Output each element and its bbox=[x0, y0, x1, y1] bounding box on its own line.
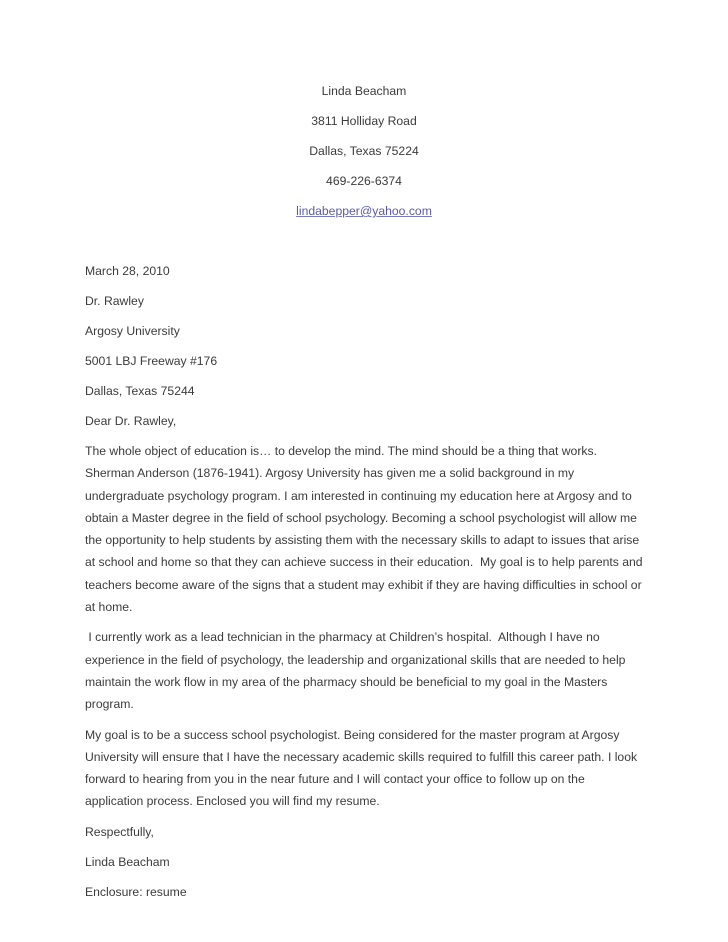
body-paragraph: The whole object of education is… to develop the mind. The mind should be a thing that works. Sherman Anderson (1876-1941). Argosy University has given me a solid background in my undergraduate psychology program. I am interested in continuing my education here at Argosy and to obtain a Master degree in the field of school psychology. Becoming a school psychologist will allow me the opportunity to help students by assisting them with the necessary skills to adapt to issues that arise at school and home so that they can achieve success in their education. My goal is to help parents and teachers become aware of the signs that a student may exhibit if they are having difficulties in school or at home. bbox=[85, 444, 646, 615]
body-paragraph: My goal is to be a success school psychologist. Being considered for the master program at Argosy University will ensure that I have the necessary academic skills required to fulfill this career path. I look forward to hearing from you in the near future and I will contact your office to follow up on the application process. Enclosed you will find my resume. bbox=[85, 727, 641, 809]
sender-street: 3811 Holliday Road bbox=[311, 114, 417, 128]
inside-address-block bbox=[85, 260, 643, 432]
letter-date: March 28, 2010 bbox=[85, 264, 170, 278]
email-link[interactable]: lindabepper@yahoo.com bbox=[296, 204, 432, 218]
sender-name: Linda Beacham bbox=[321, 84, 407, 98]
letter-closing bbox=[85, 821, 643, 904]
recipient-city-state-zip: Dallas, Texas 75244 bbox=[85, 384, 195, 398]
recipient-organization: Argosy University bbox=[85, 324, 180, 338]
recipient-name: Dr. Rawley bbox=[85, 294, 144, 308]
recipient-street: 5001 LBJ Freeway #176 bbox=[85, 354, 218, 368]
body-paragraph: I currently work as a lead technician in the pharmacy at Children’s hospital. Although I have no experience in the field of psychology, the leadership and organizational skills that are needed to help maintain the work flow in my area of the pharmacy should be beneficial to my goal in the Masters program. bbox=[85, 630, 629, 712]
signature-name: Linda Beacham bbox=[85, 855, 170, 870]
letter-paragraphs bbox=[85, 440, 646, 813]
sender-city-state-zip: Dallas, Texas 75224 bbox=[309, 144, 419, 158]
sender-letterhead bbox=[85, 80, 643, 222]
enclosure-note: Enclosure: resume bbox=[85, 885, 187, 900]
valediction: Respectfully, bbox=[85, 824, 154, 839]
sender-email-line bbox=[85, 200, 643, 222]
letter-body bbox=[85, 80, 646, 912]
header-spacer bbox=[85, 230, 643, 260]
salutation: Dear Dr. Rawley, bbox=[85, 414, 177, 428]
sender-phone: 469-226-6374 bbox=[326, 174, 402, 188]
